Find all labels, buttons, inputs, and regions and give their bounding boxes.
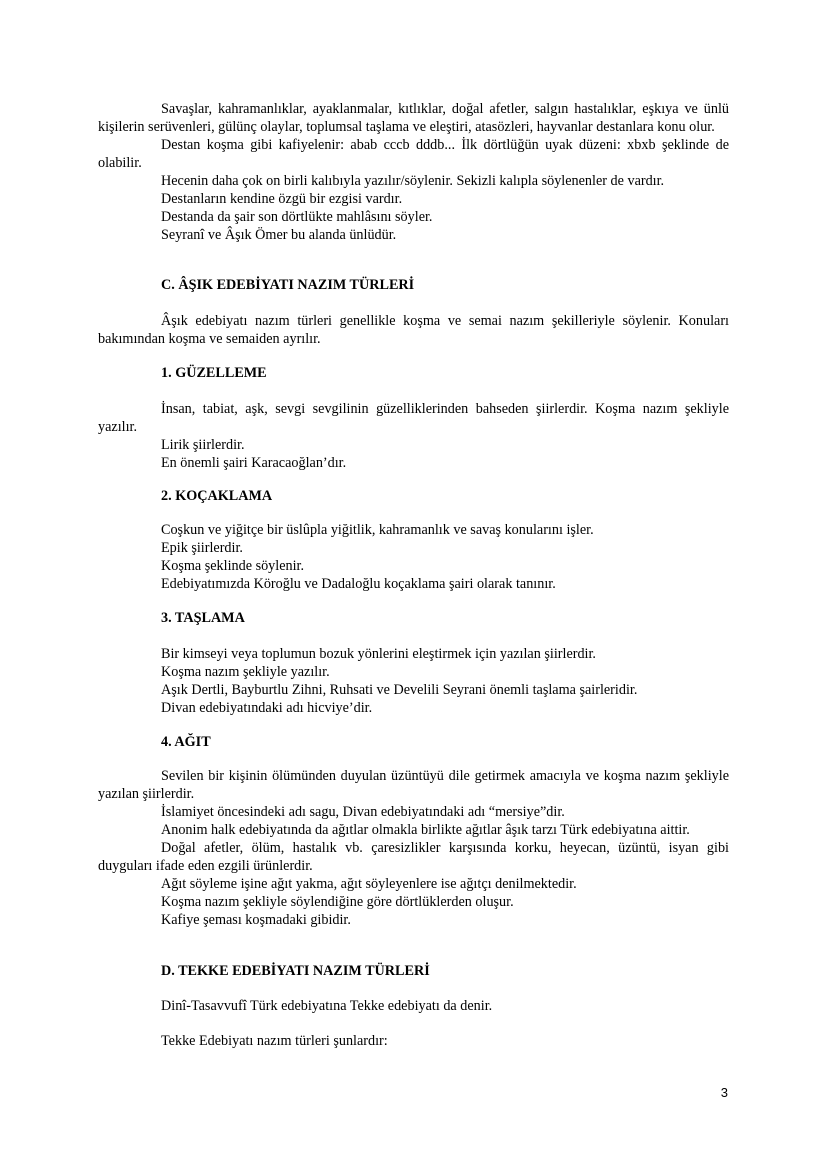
line-taslama-divan: Divan edebiyatındaki adı hicviye’dir. [161, 700, 373, 716]
line-taslama-form: Koşma nazım şekliyle yazılır. [161, 664, 330, 680]
line-destan-melody: Destanların kendine özgü bir ezgisi vardır. [161, 191, 403, 207]
kocaklama-body [98, 521, 729, 593]
page-number: 3 [720, 1085, 728, 1100]
kocaklama-heading: 2. KOÇAKLAMA [161, 488, 273, 504]
line-kocaklama-def: Coşkun ve yiğitçe bir üslûpla yiğitlik, kahramanlık ve savaş konularını işler. [161, 522, 594, 538]
section-d-heading: D. TEKKE EDEBİYATI NAZIM TÜRLERİ [161, 963, 430, 979]
paragraph-destan-rhyme: Destan koşma gibi kafiyelenir: abab cccb dddb... İlk dörtlüğün uyak düzeni: xbxb şeklinde de olabilir. [98, 137, 729, 171]
kocaklama-heading-block [98, 487, 729, 505]
line-tekke-types: Tekke Edebiyatı nazım türleri şunlardır: [161, 1033, 388, 1049]
guzelleme-body [98, 400, 729, 472]
agit-body [98, 767, 729, 929]
taslama-heading-block [98, 609, 729, 627]
taslama-heading: 3. TAŞLAMA [161, 610, 245, 626]
section-c-heading: C. ÂŞIK EDEBİYATI NAZIM TÜRLERİ [161, 277, 415, 293]
line-guzelleme-poet: En önemli şairi Karacaoğlan’dır. [161, 455, 347, 471]
line-agit-yakma: Ağıt söyleme işine ağıt yakma, ağıt söyleyenlere ise ağıtçı denilmektedir. [161, 876, 577, 892]
paragraph-asik-intro: Âşık edebiyatı nazım türleri genellikle koşma ve semai nazım şekilleriyle söylenir. Konuları bakımından koşma ve semaiden ayrılır. [98, 313, 729, 347]
line-kocaklama-epic: Epik şiirlerdir. [161, 540, 243, 556]
line-kocaklama-form: Koşma şeklinde söylenir. [161, 558, 305, 574]
paragraph-agit-def: Sevilen bir kişinin ölümünden duyulan üzüntüyü dile getirmek amacıyla ve koşma nazım şekliyle yazılan şiirlerdir. [98, 768, 729, 802]
line-kocaklama-poets: Edebiyatımızda Köroğlu ve Dadaloğlu koçaklama şairi olarak tanınır. [161, 576, 556, 592]
line-destan-meter: Hecenin daha çok on birli kalıbıyla yazılır/söylenir. Sekizli kalıpla söylenenler de vardır. [161, 173, 665, 189]
line-agit-stanzas: Koşma nazım şekliyle söylendiğine göre dörtlüklerden oluşur. [161, 894, 514, 910]
guzelleme-heading-block [98, 364, 729, 382]
taslama-body [98, 645, 729, 717]
line-agit-names: İslamiyet öncesindeki adı sagu, Divan edebiyatındaki adı “mersiye”dir. [161, 804, 565, 820]
section-d-line-2 [98, 1032, 729, 1050]
line-tekke-def: Dinî-Tasavvufî Türk edebiyatına Tekke edebiyatı da denir. [161, 998, 493, 1014]
paragraph-agit-anonymous: Anonim halk edebiyatında da ağıtlar olmakla birlikte ağıtlar âşık tarzı Türk edebiyatına aittir. [161, 822, 690, 838]
line-destan-pen-name: Destanda da şair son dörtlükte mahlâsını söyler. [161, 209, 433, 225]
section-c [98, 276, 729, 294]
line-destan-poets: Seyranî ve Âşık Ömer bu alanda ünlüdür. [161, 227, 397, 243]
section-d [98, 962, 729, 980]
section-d-line-1 [98, 997, 729, 1015]
paragraph-guzelleme-def: İnsan, tabiat, aşk, sevgi sevgilinin güzelliklerinden bahseden şiirlerdir. Koşma nazım şekliyle yazılır. [98, 401, 729, 435]
paragraph-agit-emotions: Doğal afetler, ölüm, hastalık vb. çaresizlikler karşısında korku, heyecan, üzüntü, isyan gibi duyguları ifade eden ezgili ürünlerdir. [98, 840, 729, 874]
agit-heading-block [98, 733, 729, 751]
line-taslama-poets: Aşık Dertli, Bayburtlu Zihni, Ruhsati ve Develili Seyrani önemli taşlama şairleridir. [161, 682, 638, 698]
intro-section [98, 100, 729, 244]
line-guzelleme-lyric: Lirik şiirlerdir. [161, 437, 245, 453]
section-c-body [98, 312, 729, 348]
line-agit-rhyme: Kafiye şeması koşmadaki gibidir. [161, 912, 351, 928]
agit-heading: 4. AĞIT [161, 734, 211, 750]
guzelleme-heading: 1. GÜZELLEME [161, 365, 267, 381]
paragraph-destan-topics: Savaşlar, kahramanlıklar, ayaklanmalar, kıtlıklar, doğal afetler, salgın hastalıklar, eşkıya ve ünlü kişilerin serüvenleri, gülünç olaylar, toplumsal taşlama ve eleştiri, atasözleri, hayvanlar destanlara konu olur. [98, 101, 729, 135]
line-taslama-def: Bir kimseyi veya toplumun bozuk yönlerini eleştirmek için yazılan şiirlerdir. [161, 646, 596, 662]
